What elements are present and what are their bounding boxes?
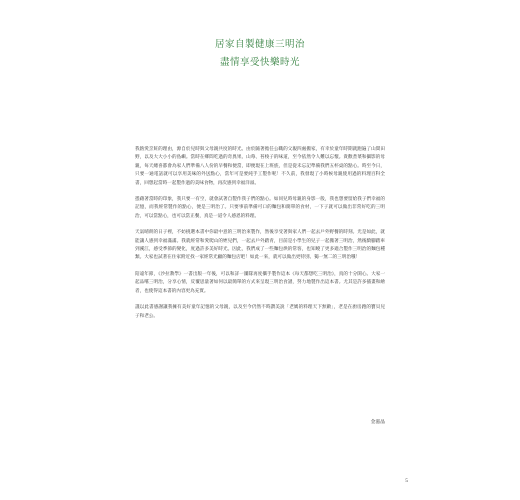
paragraph-2: 憑藉著當時的印象，我只要一有空，就會試著自製作我子們的點心。如同兒時母親的身影一般，我也想要留給我子們幸福的記憶，而我經常製作的點心，便是三明治了。只要事前準備可口的麵包和簡單的食材，一下子就可以做出非常好吃的三明治，可以當點心，也可以當正餐，真是一道令人感恩的料理。 — [135, 197, 385, 219]
page-number: 5 — [405, 478, 408, 484]
paragraph-3: 天氣晴朗的日子裡，不妨挑選本書中你最中意的三明治來製作，然後享受著與家人們一起去戶外野餐的時刻。光是如此，就能讓人感到幸福滿滿。我就經常和愛爬山的姪兒們，一起去戶外踏青，目前是小學生的兒子一起搬著三明治，然後騎腳踏車到溪江，感受季節的變化，度過許多美好時光。因此，我們成了一些麵包烘的常客，也知曉了更多適合製作三明治的麵包種類。大家也試著在住家附近找一家經常光顧的麵包店吧！如此一來，就可以做出更特別、獨一無二的三明治哦！ — [135, 230, 385, 261]
paragraph-1: 我熱愛烹飪的理由，源自於兒時與父母親共度的時光。由於隨著擔任公職的父親四處搬家，有幸於童年時期就跑遍了山間田野，以及大大小小的島嶼。當時在鄉間吃過的奇異果、山莓、苔棱子的味道，至今依然令人難以忘懷。貴歡煮菜和攝影的母親，每天總喜都會為家人們準備八人份的早餐和便當，即便現在上班族，但是從未忘記準備我們五杯桌的點心。時至今日，只要一通電話就可以享用美味的外送點心，當年可是要純手工製作呢！不久前，我發現了小時候母親使用過的料理百科全書，回想起當時一起製作過的美味食物，再次感到幸福洋溢。 — [135, 147, 385, 186]
preface-body — [135, 146, 385, 329]
paragraph-5: 謹以此書感謝讓我擁有美好童年記憶的父母親，以及至今仍然不時讚美說「老媽的料理天下無敵」，老是在廚房跑的寶貝兒子和老公。 — [135, 305, 385, 319]
page-subtitle: 盡情享受快樂時光 — [219, 57, 300, 68]
author-signature: 金滋晶 — [370, 420, 385, 425]
paragraph-4: 陪遠年節，《沙拉教學》一書出版一年後，可以和詳一團隊再度攜手製作這本《每天都想吃三明治》，真的十分開心。大家一起品嚐三明治，分享心情，反覆思量著如何以最簡單的方式來呈現三明治食譜，努力地製作出這本書。尤其是許多插畫和繪者，也使得這本書的內容更為充實。 — [135, 271, 385, 294]
page-title: 居家自製健康三明治 — [214, 39, 305, 50]
